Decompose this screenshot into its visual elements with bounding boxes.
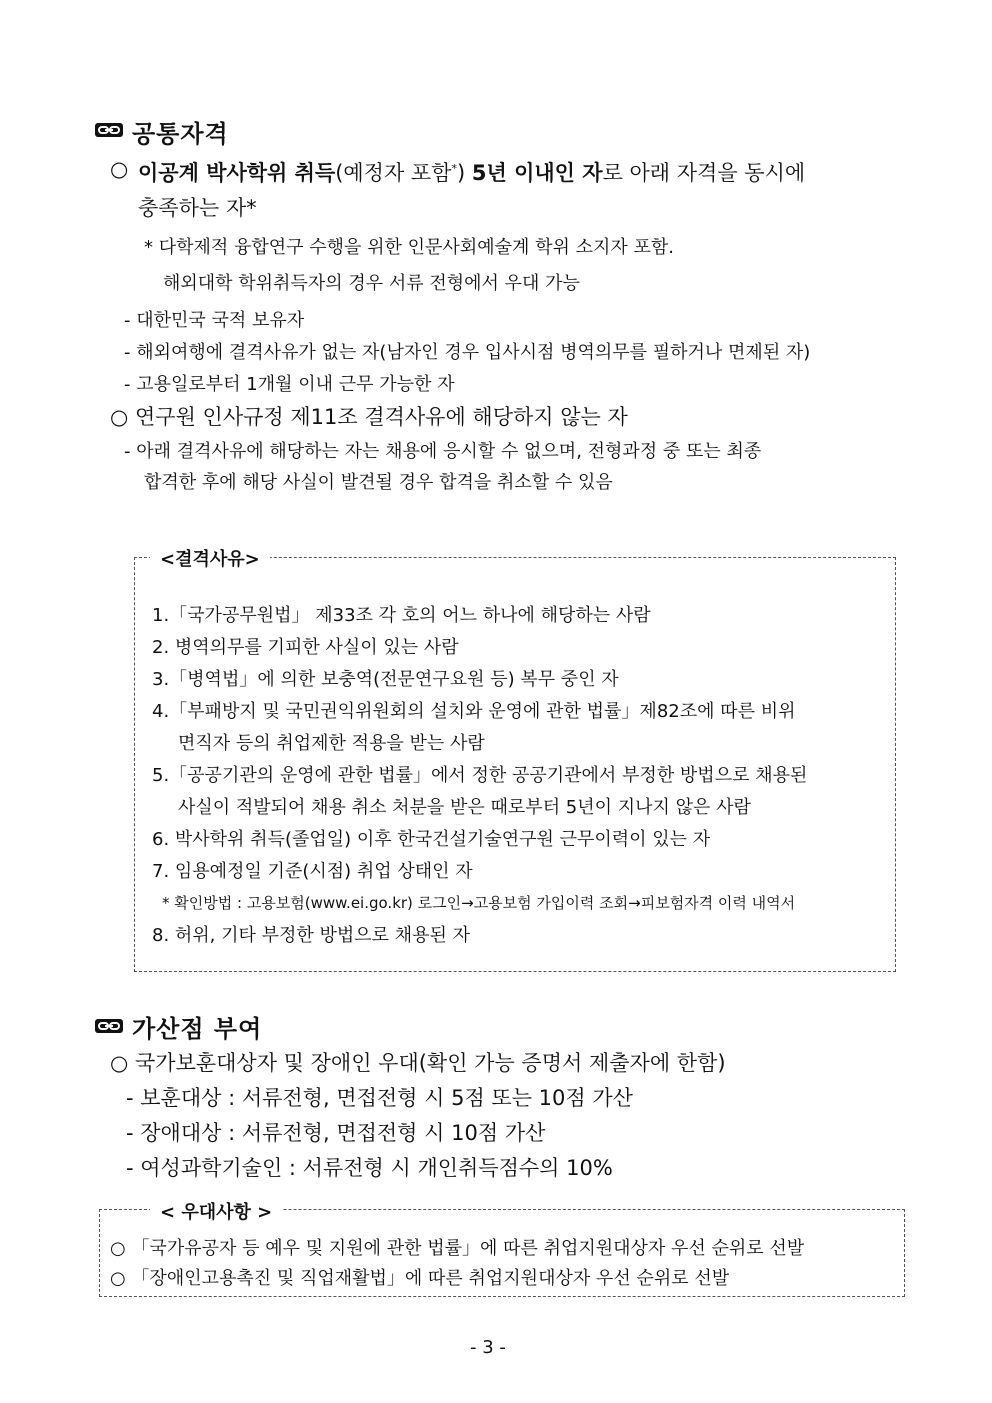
bullet-1-text-3: )	[457, 161, 472, 185]
bullet-1-text-2: (예정자 포함	[335, 161, 452, 185]
bullet-1-text-5: 로 아래 자격을 동시에	[602, 161, 806, 185]
bullet-1-bold-1: 이공계 박사학위 취득	[138, 161, 336, 185]
disq-item-7: 7. 임용예정일 기준(시점) 취업 상태인 자	[152, 861, 473, 882]
bullet-1-line-2: 충족하는 자*	[138, 196, 257, 220]
preference-item-1: ○ 「국가유공자 등 예우 및 지원에 관한 법률」에 따른 취업지원대상자 우선 순위로 선발	[110, 1238, 805, 1259]
bonus-item-disability: - 장애대상 : 서류전형, 면접전형 시 10점 가산	[126, 1121, 546, 1145]
disq-item-8: 8. 허위, 기타 부정한 방법으로 채용된 자	[152, 925, 471, 946]
disqualification-box-label: <결격사유>	[150, 545, 270, 571]
disq-item-5: 5.「공공기관의 운영에 관한 법률」에서 정한 공공기관에서 부정한 방법으로 채용된	[152, 765, 808, 786]
disq-item-4-cont: 면직자 등의 취업제한 적용을 받는 사람	[178, 733, 485, 754]
preference-item-2: ○ 「장애인고용촉진 및 직업재활법」에 따른 취업지원대상자 우선 순위로 선발	[110, 1268, 730, 1289]
link-icon	[94, 1017, 124, 1035]
note-line-1: * 다학제적 융합연구 수행을 위한 인문사회예술계 학위 소지자 포함.	[144, 237, 674, 258]
bullet-2-sub-1: - 아래 결격사유에 해당하는 자는 채용에 응시할 수 없으며, 전형과정 중 또는 최종	[124, 441, 762, 462]
disq-item-1: 1.「국가공무원법」 제33조 각 호의 어느 하나에 해당하는 사람	[152, 605, 651, 626]
section-title-bonus: 가산점 부여	[132, 1015, 263, 1043]
dash-item-start-date: - 고용일로부터 1개월 이내 근무 가능한 자	[124, 374, 455, 395]
section-title-common: 공통자격	[132, 120, 229, 148]
disq-item-7-note: * 확인방법 : 고용보험(www.ei.go.kr) 로그인→고용보험 가입이력 조회→피보험자격 이력 내역서	[162, 894, 796, 912]
disq-item-4: 4.「부패방지 및 국민권익위원회의 설치와 운영에 관한 법률」제82조에 따른 비위	[152, 701, 796, 722]
bullet-1-bold-2: 5년 이내인 자	[471, 161, 603, 185]
bonus-item-women: - 여성과학기술인 : 서류전형 시 개인취득점수의 10%	[126, 1156, 613, 1180]
bonus-item-veterans: - 보훈대상 : 서류전형, 면접전형 시 5점 또는 10점 가산	[126, 1086, 633, 1110]
bullet-2-sub-2: 합격한 후에 해당 사실이 발견될 경우 합격을 취소할 수 있음	[144, 472, 613, 493]
bullet-1-line-1	[138, 157, 898, 187]
disq-item-5-cont: 사실이 적발되어 채용 취소 처분을 받은 때로부터 5년이 지나지 않은 사람	[178, 797, 751, 818]
dash-item-travel: - 해외여행에 결격사유가 없는 자(남자인 경우 입사시점 병역의무를 필하거나 면제된 자)	[124, 342, 811, 363]
disq-item-6: 6. 박사학위 취득(졸업일) 이후 한국건설기술연구원 근무이력이 있는 자	[152, 829, 711, 850]
preference-box-label: < 우대사항 >	[150, 1198, 282, 1224]
disq-item-2: 2. 병역의무를 기피한 사실이 있는 사람	[152, 637, 459, 658]
bullet-1-sup: *	[451, 162, 458, 175]
bullet-2: ○ 연구원 인사규정 제11조 결격사유에 해당하지 않는 자	[110, 405, 628, 429]
disq-item-3: 3.「병역법」에 의한 보충역(전문연구요원 등) 복무 중인 자	[152, 669, 619, 690]
note-line-2: 해외대학 학위취득자의 경우 서류 전형에서 우대 가능	[163, 273, 580, 294]
dash-item-nationality: - 대한민국 국적 보유자	[124, 310, 305, 331]
link-icon	[94, 121, 124, 139]
page-number: - 3 -	[470, 1337, 506, 1358]
bullet-marker: ○	[110, 157, 129, 181]
bonus-bullet: ○ 국가보훈대상자 및 장애인 우대(확인 가능 증명서 제출자에 한함)	[110, 1051, 726, 1075]
